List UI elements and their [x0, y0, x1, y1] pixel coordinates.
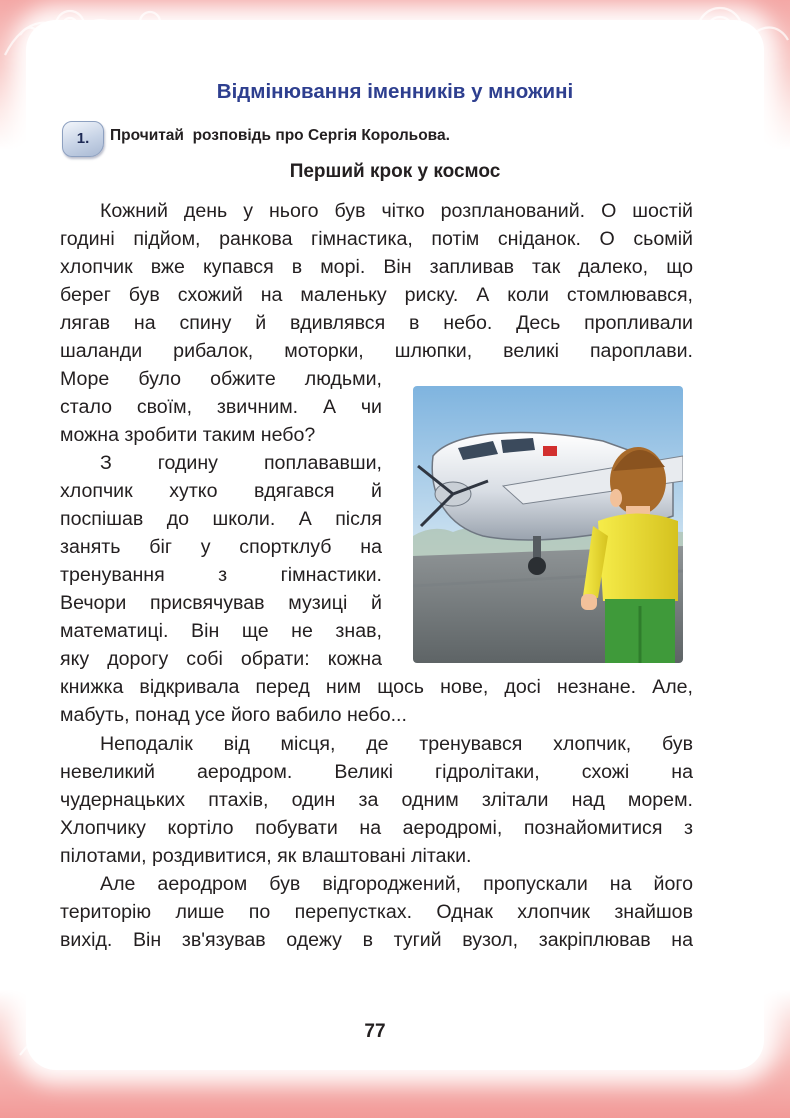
text-line: територію лише по перепустках. Однак хлопчик знайшов	[60, 901, 693, 923]
text-line: Вечори присвячував музиці й	[60, 592, 382, 614]
text-line: поспішав до школи. А після	[60, 508, 382, 530]
text-line: стало своїм, звичним. А чи	[60, 396, 382, 418]
text-line: Хлопчику кортіло побувати на аеродромі, познайомитися з	[60, 817, 693, 839]
page-number: 77	[364, 1021, 386, 1042]
text-line: хлопчик вже купався в морі. Він запливав так далеко, що	[60, 256, 693, 278]
text-line: мабуть, понад усе його вабило небо...	[60, 704, 407, 726]
task-number-badge: 1.	[62, 121, 104, 157]
text-line: шаланди рибалок, моторки, шлюпки, великі пароплави.	[60, 340, 693, 362]
boy-watching-seaplane-illustration	[413, 386, 683, 663]
text-line: занять біг у спортклуб на	[60, 536, 382, 558]
text-line: чудернацьких птахів, один за одним злітали над морем.	[60, 789, 693, 811]
text-line: яку дорогу собі обрати: кожна	[60, 648, 382, 670]
text-line: годині підйом, ранкова гімнастика, потім сніданок. О сьомій	[60, 228, 693, 250]
text-line: пілотами, роздивитися, як влаштовані літаки.	[60, 845, 472, 867]
task-instruction: Прочитай розповідь про Сергія Корольова.	[110, 127, 450, 144]
text-line: Неподалік від місця, де тренувався хлопчик, був	[100, 733, 693, 755]
text-line: Кожний день у нього був чітко розпланований. О шостій	[100, 200, 693, 222]
story-title: Перший крок у космос	[289, 161, 501, 182]
text-line: лягав на спину й вдивлявся в небо. Десь пропливали	[60, 312, 693, 334]
text-line: тренування з гімнастики.	[60, 564, 382, 586]
seaplane-scene-icon	[413, 386, 683, 663]
text-line: берег був схожий на маленьку риску. А коли стомлювався,	[60, 284, 693, 306]
text-line: Але аеродром був відгороджений, пропускали на його	[100, 873, 693, 895]
text-line: можна зробити таким небо?	[60, 424, 316, 446]
text-line: З годину поплававши,	[100, 452, 382, 474]
text-line: книжка відкривала перед ним щось нове, досі незнане. Але,	[60, 676, 693, 698]
text-line: невеликий аеродром. Великі гідролітаки, схожі на	[60, 761, 693, 783]
text-line: хлопчик хутко вдягався й	[60, 480, 382, 502]
text-line: Море було обжите людьми,	[60, 368, 382, 390]
text-line: математиці. Він ще не знав,	[60, 620, 382, 642]
text-line: вихід. Він зв'язував одежу в тугий вузол, закріплював на	[60, 929, 693, 951]
section-heading: Відмінювання іменників у множині	[216, 80, 574, 103]
